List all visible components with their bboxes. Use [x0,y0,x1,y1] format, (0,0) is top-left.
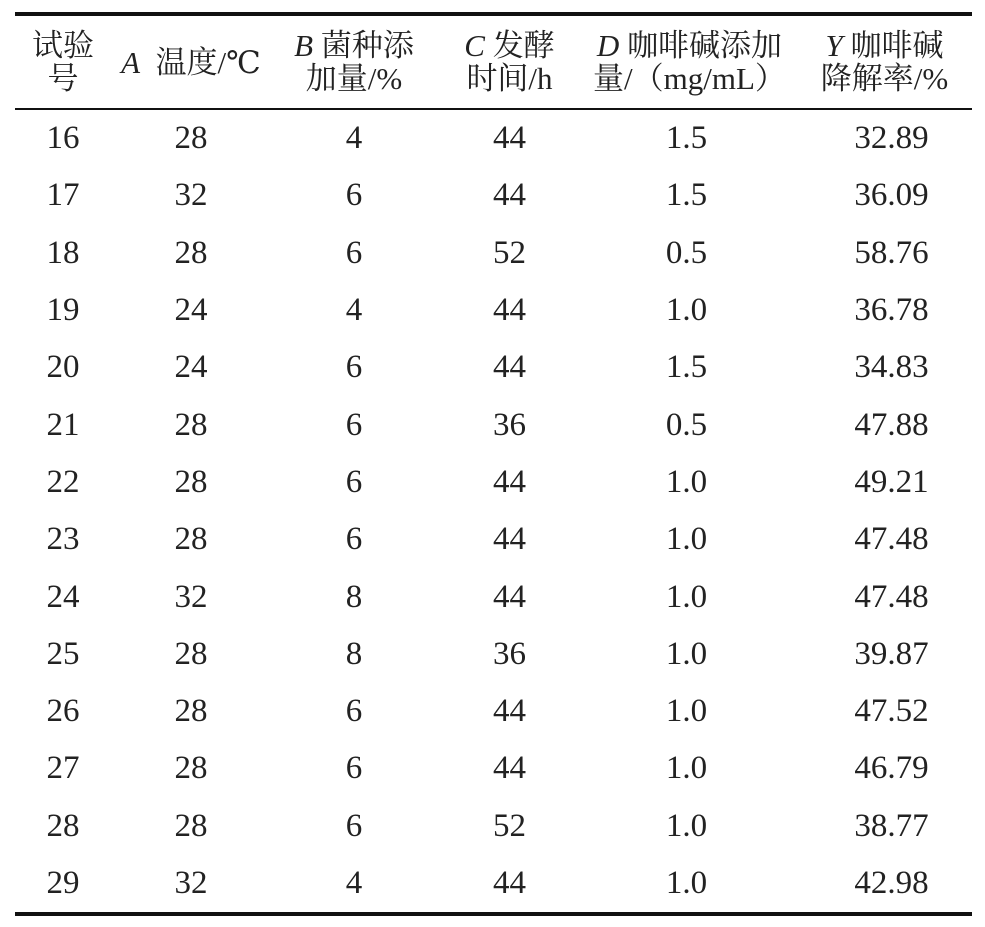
cell-inoculum-amount: 6 [345,807,363,844]
header-line [111,46,271,79]
cell-caffeine-addition: 1.0 [665,521,708,558]
cell-temperature: 28 [174,406,208,443]
cell-caffeine-addition: 0.5 [665,234,708,271]
cell-degradation-rate: 47.48 [854,578,929,615]
cell-temperature: 28 [174,635,208,672]
header-trial-number [15,14,111,109]
table-row [15,511,972,568]
cell-temperature: 28 [174,807,208,844]
table-row [15,798,972,855]
cell-fermentation-time: 44 [493,750,526,787]
cell-caffeine-addition: 1.0 [665,750,708,787]
table-row [15,568,972,625]
cell-temperature: 32 [174,578,208,615]
cell-inoculum-amount: 6 [345,234,363,271]
cell-temperature: 28 [174,463,208,500]
cell-caffeine-addition: 1.5 [665,349,708,386]
cell-degradation-rate: 49.21 [854,463,929,500]
table-row [15,396,972,453]
table-body [15,109,972,914]
table-row [15,855,972,914]
table-row [15,683,972,740]
cell-degradation-rate: 36.09 [854,177,929,214]
cell-fermentation-time: 36 [493,635,526,672]
cell-degradation-rate: 42.98 [854,865,929,901]
cell-inoculum-amount: 4 [345,292,363,329]
experiment-results-table [15,12,972,916]
cell-fermentation-time: 44 [493,292,526,329]
cell-trial-number: 26 [46,693,80,730]
cell-degradation-rate: 47.48 [854,521,929,558]
cell-fermentation-time: 44 [493,578,526,615]
cell-degradation-rate: 39.87 [854,635,929,672]
cell-trial-number: 16 [46,120,80,157]
cell-degradation-rate: 32.89 [854,120,929,157]
table-row [15,339,972,396]
cell-trial-number: 23 [46,521,80,558]
cell-fermentation-time: 52 [493,234,526,271]
cell-caffeine-addition: 1.0 [665,578,708,615]
header-degradation-rate [797,14,972,109]
cell-trial-number: 27 [46,750,80,787]
header-fermentation-time [437,14,582,109]
table-row [15,626,972,683]
cell-degradation-rate: 47.52 [854,693,929,730]
cell-caffeine-addition: 1.0 [665,635,708,672]
header-line [271,29,437,62]
cell-caffeine-addition: 1.5 [665,120,708,157]
cell-fermentation-time: 36 [493,406,526,443]
variable-symbol: A [121,44,141,80]
cell-degradation-rate: 34.83 [854,349,929,386]
cell-trial-number: 28 [46,807,80,844]
table-row [15,454,972,511]
cell-inoculum-amount: 8 [345,635,363,672]
cell-inoculum-amount: 6 [345,349,363,386]
header-temperature [111,14,271,109]
cell-fermentation-time: 44 [493,120,526,157]
cell-inoculum-amount: 4 [345,120,363,157]
table-row [15,167,972,224]
header-line: 时间/h [466,61,553,96]
cell-inoculum-amount: 6 [345,177,363,214]
header-line: 降解率/% [820,61,949,96]
cell-inoculum-amount: 4 [345,865,363,901]
cell-temperature: 28 [174,521,208,558]
cell-temperature: 24 [174,292,208,329]
cell-temperature: 28 [174,750,208,787]
cell-inoculum-amount: 6 [345,463,363,500]
header-line: 加量/% [305,61,403,96]
header-line: 号 [47,61,79,96]
cell-temperature: 28 [174,234,208,271]
cell-degradation-rate: 36.78 [854,292,929,329]
cell-fermentation-time: 44 [493,521,526,558]
cell-trial-number: 19 [46,292,80,329]
cell-fermentation-time: 44 [493,349,526,386]
cell-trial-number: 20 [46,349,80,386]
header-line: 量/（mg/mL） [593,61,786,96]
cell-degradation-rate: 58.76 [854,234,929,271]
cell-trial-number: 25 [46,635,80,672]
header-text: 咖啡碱 [850,28,944,63]
table-header [15,14,972,109]
header-text: 菌种添 [320,28,414,63]
cell-fermentation-time: 52 [493,807,526,844]
cell-temperature: 32 [174,177,208,214]
cell-caffeine-addition: 0.5 [665,406,708,443]
variable-symbol: C [464,28,485,63]
cell-degradation-rate: 47.88 [854,406,929,443]
cell-fermentation-time: 44 [493,693,526,730]
cell-fermentation-time: 44 [493,865,526,901]
header-caffeine-addition [582,14,797,109]
cell-inoculum-amount: 6 [345,693,363,730]
cell-temperature: 28 [174,693,208,730]
cell-trial-number: 18 [46,234,80,271]
header-text: 发酵 [492,28,555,63]
cell-fermentation-time: 44 [493,177,526,214]
cell-temperature: 24 [174,349,208,386]
header-inoculum-amount [271,14,437,109]
header-row [15,14,972,109]
header-line [437,29,582,62]
data-table-container [15,12,972,916]
variable-symbol: Y [825,28,843,63]
cell-trial-number: 22 [46,463,80,500]
cell-trial-number: 24 [46,578,80,615]
cell-inoculum-amount: 6 [345,521,363,558]
cell-caffeine-addition: 1.0 [665,807,708,844]
cell-inoculum-amount: 6 [345,750,363,787]
variable-symbol: B [294,28,314,63]
header-line [797,29,972,62]
cell-trial-number: 21 [46,406,80,443]
cell-temperature: 28 [174,120,208,157]
cell-inoculum-amount: 8 [345,578,363,615]
header-text: 温度/℃ [155,44,261,80]
header-line [582,29,797,62]
header-line: 试验 [32,28,94,63]
cell-temperature: 32 [174,865,208,901]
variable-symbol: D [596,28,620,63]
cell-degradation-rate: 38.77 [854,807,929,844]
cell-caffeine-addition: 1.0 [665,463,708,500]
table-row [15,740,972,797]
cell-caffeine-addition: 1.5 [665,177,708,214]
cell-degradation-rate: 46.79 [854,750,929,787]
cell-trial-number: 17 [46,177,80,214]
cell-fermentation-time: 44 [493,463,526,500]
table-row [15,225,972,282]
cell-caffeine-addition: 1.0 [665,292,708,329]
table-row [15,282,972,339]
cell-trial-number: 29 [46,865,80,901]
header-text: 咖啡碱添加 [627,28,783,63]
cell-inoculum-amount: 6 [345,406,363,443]
table-row [15,109,972,167]
cell-caffeine-addition: 1.0 [665,865,708,901]
cell-caffeine-addition: 1.0 [665,693,708,730]
